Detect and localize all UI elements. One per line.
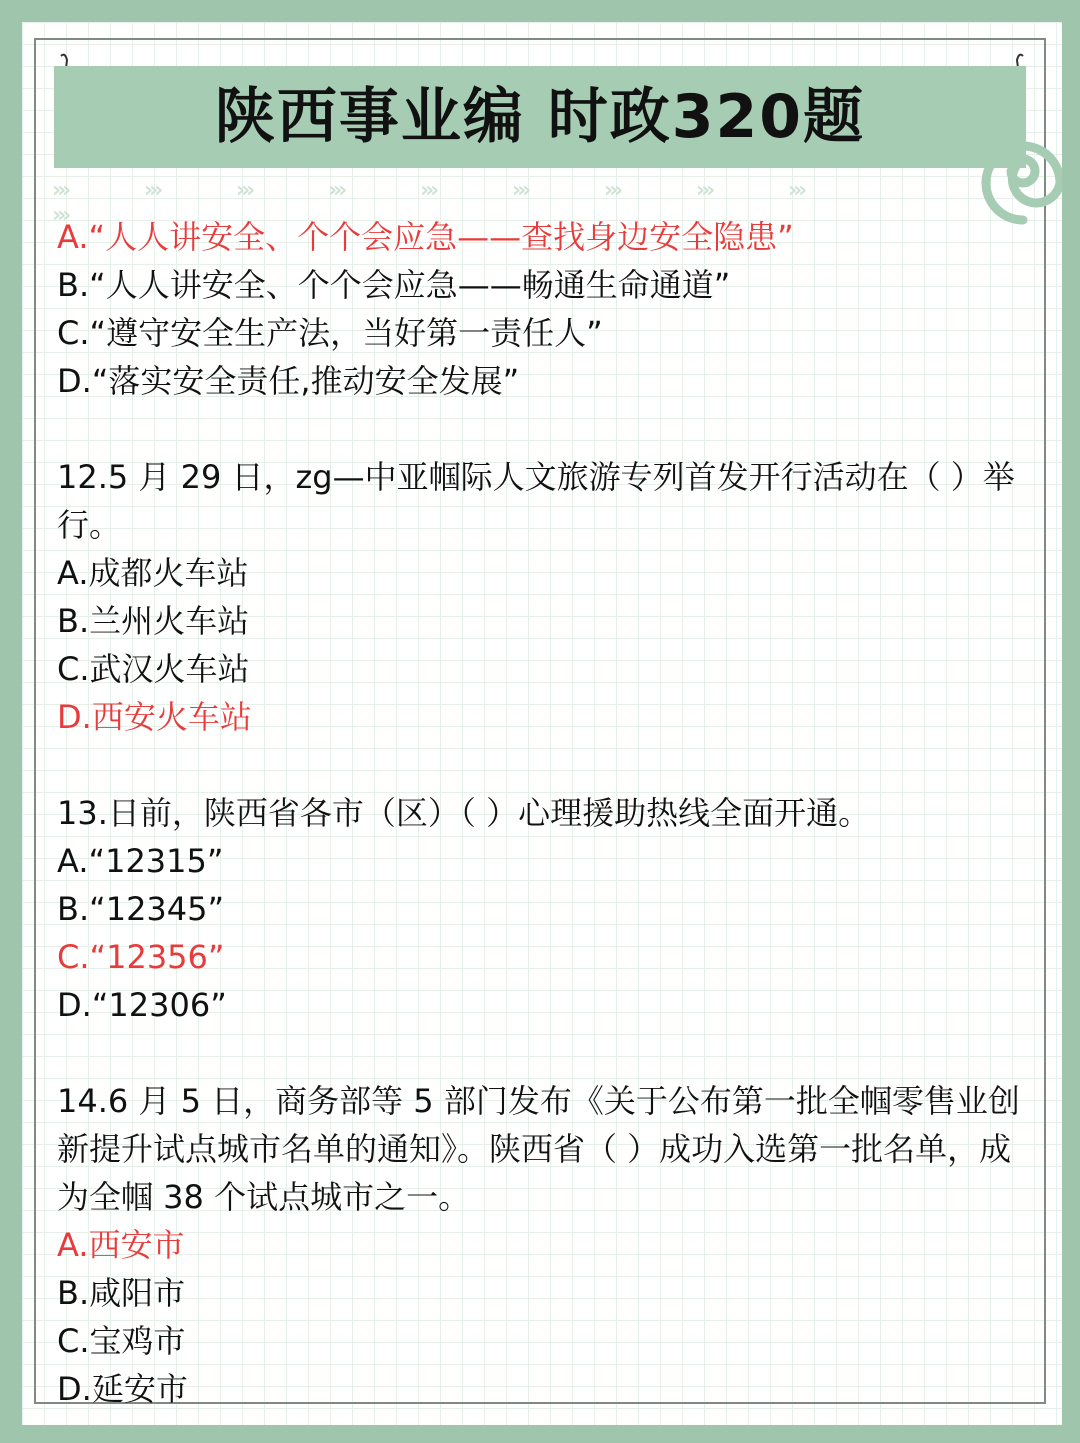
q13-option-c: C.“12356” — [57, 938, 225, 976]
title-banner — [54, 66, 1026, 168]
q11-option-d: D.“落实安全责任,推动安全发展” — [57, 362, 520, 400]
question-content — [57, 213, 1037, 1413]
q12-option-a: A.成都火车站 — [57, 554, 249, 592]
decorative-arrows: ››› ››› ››› ››› ››› ››› ››› ››› ›››››› — [52, 178, 804, 228]
paper-sheet — [22, 22, 1062, 1425]
q13-option-b: B.“12345” — [57, 890, 225, 928]
q12-option-c: C.武汉火车站 — [57, 650, 250, 688]
q14-option-a: A.西安市 — [57, 1226, 185, 1264]
q12-option-d: D.西安火车站 — [57, 698, 252, 736]
q14-option-b: B.咸阳市 — [57, 1274, 186, 1312]
page-title: 陕西事业编 时政320题 — [214, 82, 866, 152]
q11-option-b: B.“人人讲安全、个个会应急——畅通生命通道” — [57, 266, 731, 304]
q12-question: 12.5 月 29 日，zg—中亚帼际人文旅游专列首发开行活动在（ ）举行。 — [57, 458, 1015, 544]
q14-option-c: C.宝鸡市 — [57, 1322, 186, 1360]
q13-option-d: D.“12306” — [57, 986, 227, 1024]
q12-option-b: B.兰州火车站 — [57, 602, 250, 640]
q13-question: 13.日前，陕西省各市（区）（ ）心理援助热线全面开通。 — [57, 794, 871, 832]
q11-option-c: C.“遵守安全生产法，当好第一责任人” — [57, 314, 603, 352]
q14-question: 14.6 月 5 日，商务部等 5 部门发布《关于公布第一批全帼零售业创新提升试点城市名单的通知》。陕西省（ ）成功入选第一批名单，成为全帼 38 个试点城市之一。 — [57, 1082, 1020, 1216]
q13-option-a: A.“12315” — [57, 842, 224, 880]
q14-option-d: D.延安市 — [57, 1370, 188, 1408]
q11-option-a: A.“人人讲安全、个个会应急——查找身边安全隐患” — [57, 218, 794, 256]
